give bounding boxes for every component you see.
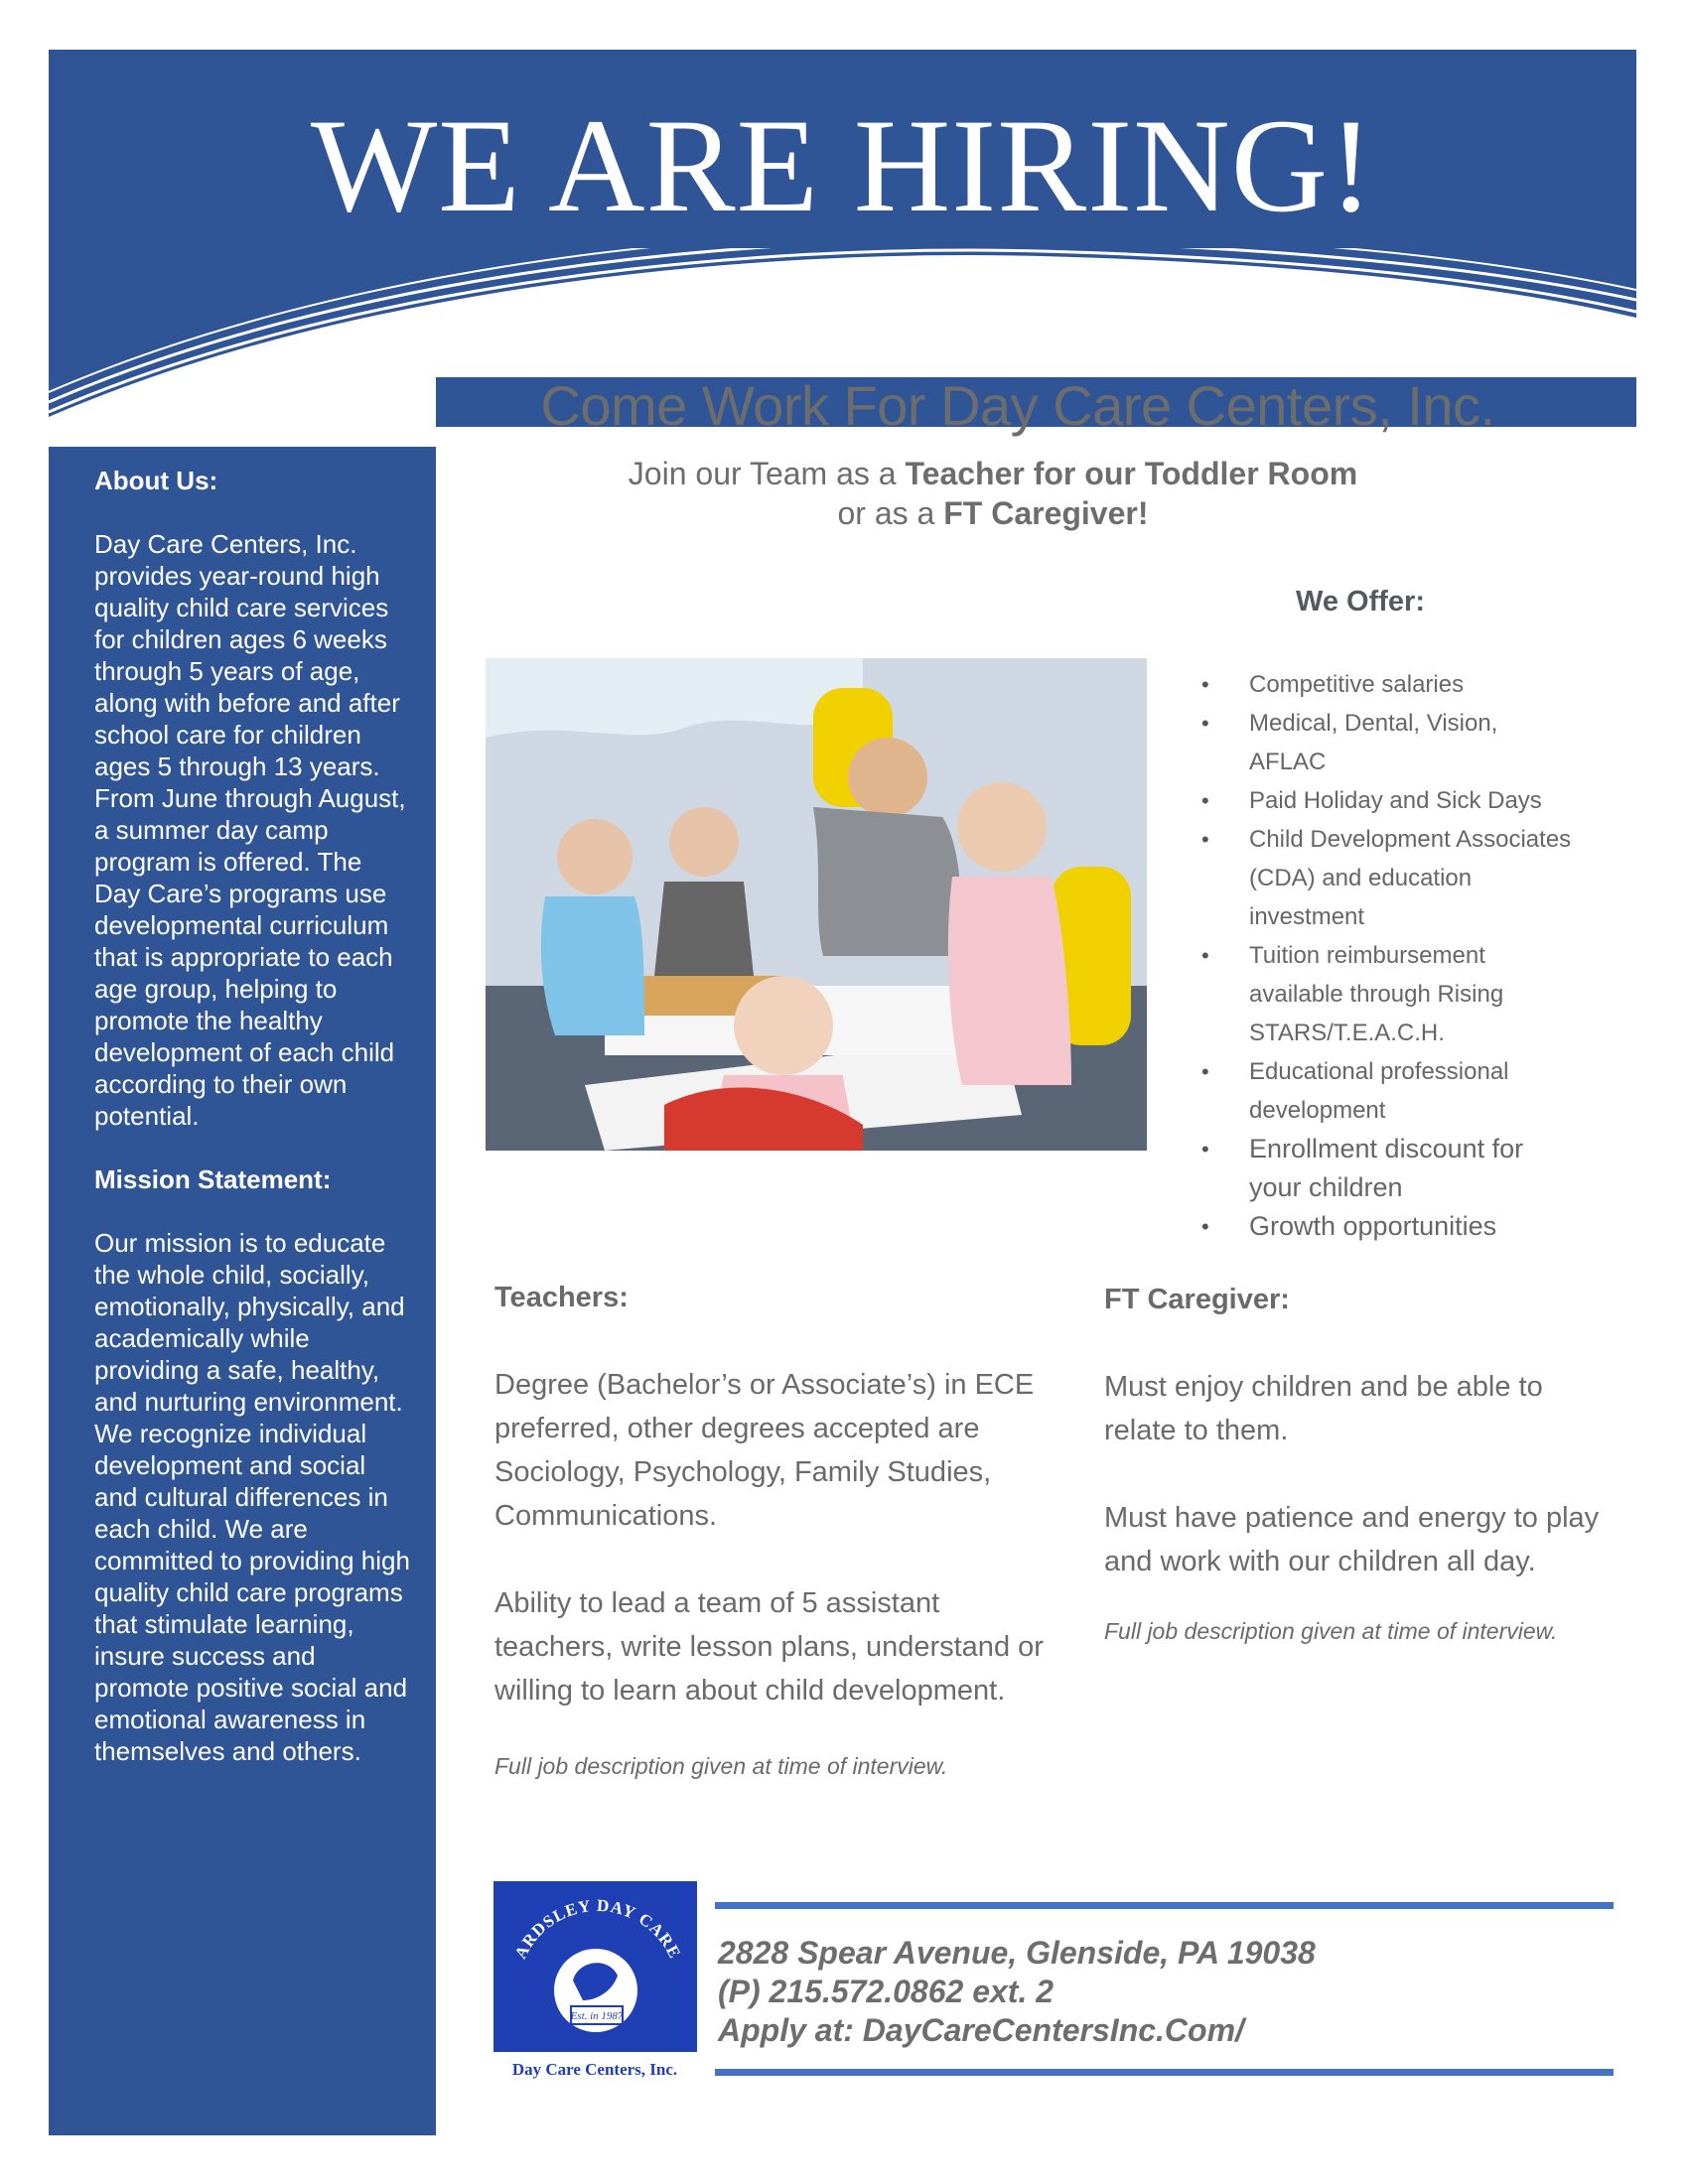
contact-phone: (P) 215.572.0862 ext. 2 — [718, 1974, 1055, 2009]
list-item: • Child Development Associates (CDA) and education investment — [1201, 820, 1579, 936]
caregiver-section — [1104, 1278, 1601, 1653]
classroom-photo — [486, 658, 1147, 1151]
teachers-note: Full job description given at time of interview. — [494, 1753, 948, 1779]
join-mid: or as a — [837, 495, 944, 531]
caregiver-heading: FT Caregiver: — [1104, 1284, 1290, 1315]
join-role-caregiver: FT Caregiver! — [943, 495, 1149, 531]
teachers-heading: Teachers: — [494, 1282, 629, 1313]
join-prefix: Join our Team as a — [628, 456, 906, 491]
about-text: Day Care Centers, Inc. provides year-round high quality child care services for children ages 6 weeks through 5 years of age, along with before and after school care for children ages 5 through 13 years. From June through August, a summer day camp program is offered. The Day Care’s programs use developmental curriculum that is appropriate to each age group, helping to promote the healthy development of each child according to their own potential. — [94, 529, 406, 1131]
offers-heading: We Offer: — [1296, 586, 1425, 617]
mission-text: Our mission is to educate the whole child, socially, emotionally, physically, and academically while providing a safe, healthy, and nurturing environment. We recognize individual development and social and cultural differences in each child. We are committed to providing high quality child care programs that stimulate learning, insure success and promote positive social and emotional awareness in themselves and others. — [94, 1228, 410, 1766]
join-role-teacher: Teacher for our Toddler Room — [905, 456, 1358, 491]
logo-est-text: Est. in 1987 — [570, 2010, 624, 2022]
contact-rule-top — [715, 1902, 1614, 1909]
list-item: • Educational professional development — [1201, 1052, 1579, 1130]
contact-address: 2828 Spear Avenue, Glenside, PA 19038 — [718, 1935, 1316, 1971]
mission-heading: Mission Statement: — [94, 1164, 332, 1194]
contact-block — [718, 1934, 1612, 2050]
list-item: • Tuition reimbursement available through Rising STARS/T.E.A.C.H. — [1201, 936, 1579, 1052]
teachers-requirements: Degree (Bachelor’s or Associate’s) in ECE preferred, other degrees accepted are Sociology, Psychology, Family Studies, Communications. — [494, 1369, 1035, 1532]
about-heading: About Us: — [94, 466, 218, 495]
logo-name-text: Day Care Centers, Inc. — [511, 2060, 678, 2079]
page-headline: WE ARE HIRING! — [310, 92, 1375, 240]
company-logo — [493, 1881, 697, 2085]
list-item: • Medical, Dental, Vision, AFLAC — [1201, 704, 1579, 781]
contact-rule-bottom — [715, 2069, 1614, 2076]
caregiver-requirement-2: Must have patience and energy to play and work with our children all day. — [1104, 1502, 1600, 1577]
contact-apply-link[interactable]: Apply at: DayCareCentersInc.Com/ — [718, 2012, 1244, 2048]
list-item: • Competitive salaries — [1201, 665, 1579, 704]
list-item: • Enrollment discount for your children — [1201, 1130, 1579, 1207]
teachers-duties: Ability to lead a team of 5 assistant teachers, write lesson plans, understand or willing to learn about child development. — [494, 1587, 1044, 1706]
join-text — [437, 454, 1549, 533]
logo-emblem — [493, 1881, 697, 2085]
list-item: • Paid Holiday and Sick Days — [1201, 781, 1579, 820]
teachers-section — [494, 1276, 1051, 1788]
caregiver-requirement-1: Must enjoy children and be able to relate to them. — [1104, 1371, 1543, 1446]
list-item: • Growth opportunities — [1201, 1207, 1579, 1246]
offers-list — [1201, 665, 1579, 1246]
page-subtitle: Come Work For Day Care Centers, Inc. — [540, 374, 1495, 437]
sidebar-content — [94, 465, 412, 1767]
logo-arc-text: ARDSLEY DAY CARE — [510, 1895, 685, 1963]
caregiver-note: Full job description given at time of interview. — [1104, 1618, 1558, 1644]
